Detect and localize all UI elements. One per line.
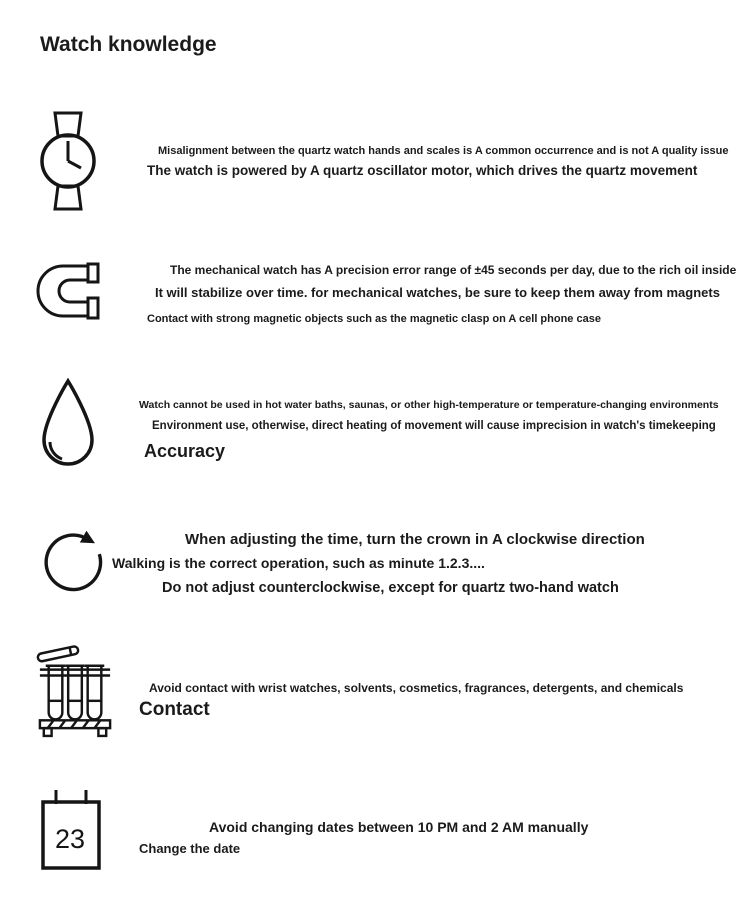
water-drop-icon [38, 376, 98, 474]
heating-imprecision-text: Environment use, otherwise, direct heating of movement will cause imprecision in watch's timekeeping [152, 420, 716, 432]
no-counterclockwise-text: Do not adjust counterclockwise, except for quartz two-hand watch [162, 580, 619, 596]
contact-heading: Contact [139, 699, 210, 720]
keep-away-magnets-text: It will stabilize over time. for mechanical watches, be sure to keep them away from magnets [155, 285, 720, 300]
precision-error-text: The mechanical watch has A precision error range of ±45 seconds per day, due to the rich oil inside [170, 263, 737, 277]
calendar-day-number: 23 [54, 824, 86, 854]
calendar-icon [40, 788, 102, 872]
avoid-date-change-text: Avoid changing dates between 10 PM and 2 AM manually [209, 819, 589, 835]
clockwise-arrow-icon [40, 518, 110, 600]
change-date-text: Change the date [139, 841, 241, 856]
quartz-misalignment-text: Misalignment between the quartz watch hands and scales is A common occurrence and is not A quality issue [158, 145, 729, 157]
magnetic-clasp-text: Contact with strong magnetic objects such as the magnetic clasp on A cell phone case [147, 313, 601, 325]
test-tubes-icon [36, 643, 114, 745]
correct-operation-text: Walking is the correct operation, such as minute 1.2.3.... [112, 555, 485, 571]
avoid-chemicals-text: Avoid contact with wrist watches, solvents, cosmetics, fragrances, detergents, and chemicals [149, 681, 684, 695]
quartz-movement-text: The watch is powered by A quartz oscillator motor, which drives the quartz movement [147, 163, 698, 178]
accuracy-heading: Accuracy [144, 441, 226, 461]
watch-icon [36, 110, 100, 212]
turn-crown-clockwise-text: When adjusting the time, turn the crown in A clockwise direction [185, 531, 645, 548]
magnet-icon [36, 260, 102, 322]
hot-water-warning-text: Watch cannot be used in hot water baths, saunas, or other high-temperature or temperature-changing environments [139, 399, 719, 411]
page-title: Watch knowledge [40, 33, 217, 56]
